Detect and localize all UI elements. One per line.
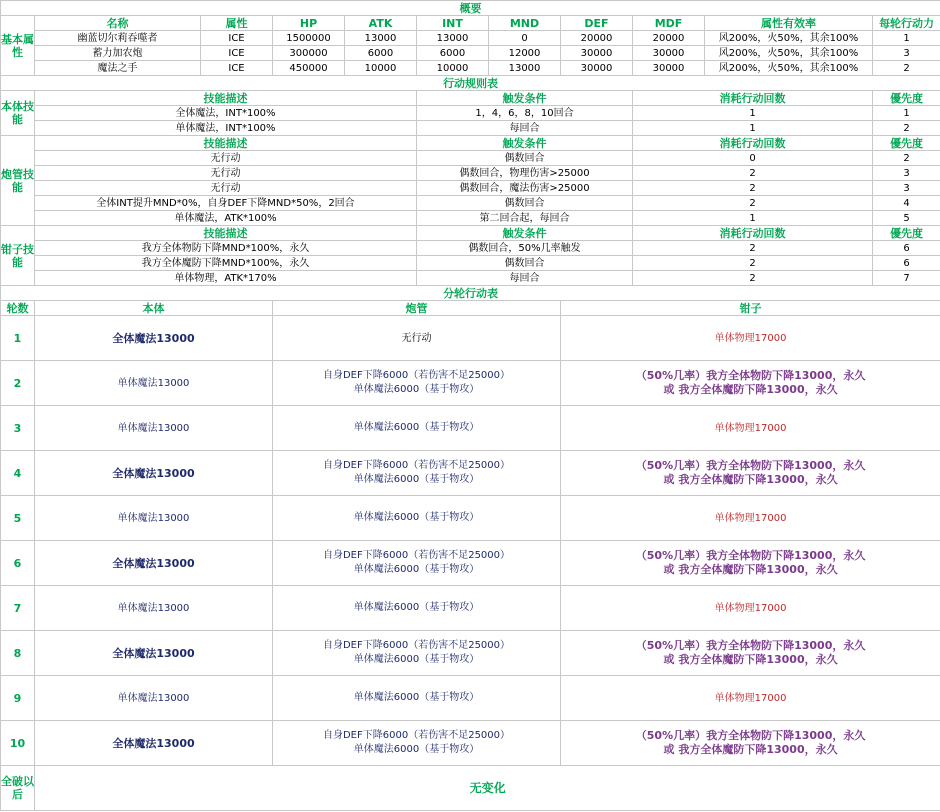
- round-number: 1: [1, 316, 35, 361]
- overview-cell: 3: [873, 46, 940, 61]
- cell-line: 单体魔法6000（基于物攻）: [353, 422, 480, 433]
- rules-skill: 全体INT提升MND*0%，自身DEF下降MND*50%，2回合: [35, 196, 417, 211]
- rules-row: [1, 241, 940, 256]
- after-break-row: [1, 766, 940, 811]
- round-claw-action: [561, 541, 940, 586]
- sheet-body: [1, 1, 940, 811]
- after-break-label: 全破以后: [1, 766, 35, 811]
- round-row: [1, 721, 940, 766]
- overview-title: 概要: [1, 1, 940, 16]
- overview-cell: 30000: [633, 46, 705, 61]
- round-body-action: 全体魔法13000: [35, 631, 273, 676]
- round-cannon-action: [273, 631, 561, 676]
- round-claw-action: [561, 361, 940, 406]
- cell-line: 单体魔法6000（基于物攻）: [353, 384, 480, 395]
- rules-col-header: 消耗行动回数: [633, 136, 873, 151]
- rounds-col-header: 本体: [35, 301, 273, 316]
- rules-skill: 无行动: [35, 151, 417, 166]
- rules-priority: 4: [873, 196, 940, 211]
- rules-trigger: 偶数回合，物理伤害>25000: [417, 166, 633, 181]
- cell-line: 或 我方全体魔防下降13000，永久: [663, 473, 838, 486]
- overview-cell: 0: [489, 31, 561, 46]
- rules-col-header: 優先度: [873, 91, 940, 106]
- rules-trigger: 偶数回合，50%几率触发: [417, 241, 633, 256]
- round-row: [1, 496, 940, 541]
- rules-priority: 6: [873, 241, 940, 256]
- overview-col-header: DEF: [561, 16, 633, 31]
- cell-line: （50%几率）我方全体物防下降13000，永久: [635, 369, 866, 382]
- rules-priority: 2: [873, 151, 940, 166]
- overview-col-header: MDF: [633, 16, 705, 31]
- overview-cell: 蓄力加农炮: [35, 46, 201, 61]
- overview-cell: 12000: [489, 46, 561, 61]
- round-body-action: 全体魔法13000: [35, 451, 273, 496]
- cell-line: 单体物理17000: [714, 422, 787, 434]
- round-cannon-action: [273, 361, 561, 406]
- after-break-text: 无变化: [35, 766, 940, 811]
- cell-line: （50%几率）我方全体物防下降13000，永久: [635, 639, 866, 652]
- round-claw-action: [561, 676, 940, 721]
- round-number: 8: [1, 631, 35, 676]
- rules-skill: 单体魔法，ATK*100%: [35, 211, 417, 226]
- overview-side-label: 基本属性: [1, 16, 35, 76]
- round-number: 10: [1, 721, 35, 766]
- rules-cost: 2: [633, 196, 873, 211]
- overview-cell: ICE: [201, 31, 273, 46]
- round-body-action: 单体魔法13000: [35, 676, 273, 721]
- cell-line: 自身DEF下降6000（若伤害不足25000）: [322, 550, 511, 561]
- rules-trigger: 每回合: [417, 271, 633, 286]
- rules-col-header: 消耗行动回数: [633, 91, 873, 106]
- cell-line: （50%几率）我方全体物防下降13000，永久: [635, 549, 866, 562]
- rules-col-header: 消耗行动回数: [633, 226, 873, 241]
- round-claw-action: [561, 451, 940, 496]
- overview-cell: 10000: [417, 61, 489, 76]
- rules-priority: 7: [873, 271, 940, 286]
- overview-cell: ICE: [201, 46, 273, 61]
- overview-cell: 30000: [561, 61, 633, 76]
- round-claw-action: [561, 721, 940, 766]
- overview-col-header: 属性: [201, 16, 273, 31]
- rules-row: [1, 271, 940, 286]
- overview-cell: 450000: [273, 61, 345, 76]
- rules-trigger: 偶数回合，魔法伤害>25000: [417, 181, 633, 196]
- round-claw-action: [561, 496, 940, 541]
- rules-row: [1, 256, 940, 271]
- cell-line: 单体魔法6000（基于物攻）: [353, 474, 480, 485]
- overview-cell: 魔法之手: [35, 61, 201, 76]
- round-row: [1, 676, 940, 721]
- round-body-action: 单体魔法13000: [35, 361, 273, 406]
- rules-side-label: 钳子技能: [1, 226, 35, 286]
- rules-title: 行动规则表: [1, 76, 940, 91]
- rules-row: [1, 121, 940, 136]
- rounds-col-header: 钳子: [561, 301, 940, 316]
- rules-skill: 无行动: [35, 166, 417, 181]
- overview-cell: 13000: [345, 31, 417, 46]
- overview-col-header: ATK: [345, 16, 417, 31]
- rules-skill: 我方全体物防下降MND*100%，永久: [35, 241, 417, 256]
- overview-col-header: 属性有效率: [705, 16, 873, 31]
- rules-row: [1, 211, 940, 226]
- rules-row: [1, 196, 940, 211]
- rules-side-label: 本体技能: [1, 91, 35, 136]
- overview-cell: ICE: [201, 61, 273, 76]
- rules-priority: 1: [873, 106, 940, 121]
- rounds-title-row: [1, 286, 940, 301]
- round-row: [1, 406, 940, 451]
- rules-priority: 3: [873, 181, 940, 196]
- rules-side-label: 炮管技能: [1, 136, 35, 226]
- overview-col-header: 每轮行动力: [873, 16, 940, 31]
- round-body-action: 单体魔法13000: [35, 496, 273, 541]
- cell-line: 单体物理17000: [714, 602, 787, 614]
- overview-cell: 6000: [417, 46, 489, 61]
- round-cannon-action: [273, 586, 561, 631]
- rules-trigger: 第二回合起，每回合: [417, 211, 633, 226]
- cell-line: 或 我方全体魔防下降13000，永久: [663, 383, 838, 396]
- round-claw-action: [561, 316, 940, 361]
- overview-cell: 13000: [417, 31, 489, 46]
- overview-col-header: HP: [273, 16, 345, 31]
- overview-cell: 13000: [489, 61, 561, 76]
- rules-cost: 2: [633, 166, 873, 181]
- rules-col-header: 技能描述: [35, 226, 417, 241]
- overview-row: [1, 31, 940, 46]
- overview-cell: 6000: [345, 46, 417, 61]
- round-cannon-action: [273, 316, 561, 361]
- cell-line: 单体物理17000: [714, 332, 787, 344]
- cell-line: （50%几率）我方全体物防下降13000，永久: [635, 459, 866, 472]
- cell-line: 或 我方全体魔防下降13000，永久: [663, 653, 838, 666]
- overview-cell: 300000: [273, 46, 345, 61]
- overview-cell: 1: [873, 31, 940, 46]
- round-cannon-action: [273, 676, 561, 721]
- cell-line: 自身DEF下降6000（若伤害不足25000）: [322, 460, 511, 471]
- rules-col-header: 優先度: [873, 226, 940, 241]
- round-number: 5: [1, 496, 35, 541]
- overview-title-row: [1, 1, 940, 16]
- rules-skill: 全体魔法，INT*100%: [35, 106, 417, 121]
- cell-line: 或 我方全体魔防下降13000，永久: [663, 563, 838, 576]
- overview-cell: 幽蓝切尔莉吞噬者: [35, 31, 201, 46]
- overview-cell: 20000: [561, 31, 633, 46]
- round-row: [1, 541, 940, 586]
- overview-cell: 风200%，火50%，其余100%: [705, 46, 873, 61]
- rules-col-header: 優先度: [873, 136, 940, 151]
- rules-cost: 2: [633, 256, 873, 271]
- round-body-action: 全体魔法13000: [35, 541, 273, 586]
- rules-col-header: 触发条件: [417, 136, 633, 151]
- cell-line: 单体物理17000: [714, 692, 787, 704]
- round-claw-action: [561, 586, 940, 631]
- rules-trigger: 偶数回合: [417, 151, 633, 166]
- overview-cell: 30000: [561, 46, 633, 61]
- round-body-action: 全体魔法13000: [35, 316, 273, 361]
- rules-col-header: 技能描述: [35, 91, 417, 106]
- rules-trigger: 偶数回合: [417, 196, 633, 211]
- round-number: 9: [1, 676, 35, 721]
- rules-trigger: 1，4，6，8，10回合: [417, 106, 633, 121]
- rules-col-header: 触发条件: [417, 91, 633, 106]
- overview-cell: 30000: [633, 61, 705, 76]
- overview-row: [1, 61, 940, 76]
- overview-cell: 风200%，火50%，其余100%: [705, 31, 873, 46]
- rules-group-header-row: [1, 91, 940, 106]
- rules-group-header-row: [1, 136, 940, 151]
- cell-line: 单体魔法6000（基于物攻）: [353, 602, 480, 613]
- cell-line: 单体魔法6000（基于物攻）: [353, 512, 480, 523]
- rounds-col-header: 炮管: [273, 301, 561, 316]
- cell-line: 自身DEF下降6000（若伤害不足25000）: [322, 640, 511, 651]
- rules-trigger: 偶数回合: [417, 256, 633, 271]
- rules-skill: 单体物理，ATK*170%: [35, 271, 417, 286]
- rules-row: [1, 181, 940, 196]
- rules-title-row: [1, 76, 940, 91]
- cell-line: 单体魔法6000（基于物攻）: [353, 654, 480, 665]
- overview-col-header: INT: [417, 16, 489, 31]
- rules-skill: 我方全体魔防下降MND*100%，永久: [35, 256, 417, 271]
- cell-line: 或 我方全体魔防下降13000，永久: [663, 743, 838, 756]
- cell-line: 无行动: [401, 332, 432, 344]
- overview-col-header: 名称: [35, 16, 201, 31]
- rules-row: [1, 106, 940, 121]
- round-row: [1, 451, 940, 496]
- rounds-header-row: [1, 301, 940, 316]
- overview-row: [1, 46, 940, 61]
- rules-cost: 1: [633, 211, 873, 226]
- round-row: [1, 361, 940, 406]
- rules-cost: 2: [633, 241, 873, 256]
- rules-cost: 1: [633, 106, 873, 121]
- round-cannon-action: [273, 541, 561, 586]
- rules-row: [1, 151, 940, 166]
- rules-group-header-row: [1, 226, 940, 241]
- rules-cost: 2: [633, 181, 873, 196]
- overview-header-row: [1, 16, 940, 31]
- rounds-col-header: 轮数: [1, 301, 35, 316]
- round-row: [1, 631, 940, 676]
- rules-col-header: 技能描述: [35, 136, 417, 151]
- round-row: [1, 316, 940, 361]
- rules-trigger: 每回合: [417, 121, 633, 136]
- round-body-action: 单体魔法13000: [35, 586, 273, 631]
- round-cannon-action: [273, 406, 561, 451]
- overview-cell: 1500000: [273, 31, 345, 46]
- rounds-title: 分轮行动表: [1, 286, 940, 301]
- round-number: 3: [1, 406, 35, 451]
- rules-priority: 3: [873, 166, 940, 181]
- cell-line: 单体魔法6000（基于物攻）: [353, 692, 480, 703]
- rules-skill: 无行动: [35, 181, 417, 196]
- overview-cell: 2: [873, 61, 940, 76]
- cell-line: 单体魔法6000（基于物攻）: [353, 564, 480, 575]
- round-cannon-action: [273, 496, 561, 541]
- overview-cell: 风200%，火50%，其余100%: [705, 61, 873, 76]
- rules-priority: 5: [873, 211, 940, 226]
- round-cannon-action: [273, 721, 561, 766]
- cell-line: 单体魔法6000（基于物攻）: [353, 744, 480, 755]
- round-row: [1, 586, 940, 631]
- round-body-action: 单体魔法13000: [35, 406, 273, 451]
- rules-cost: 1: [633, 121, 873, 136]
- round-number: 4: [1, 451, 35, 496]
- round-number: 6: [1, 541, 35, 586]
- round-number: 2: [1, 361, 35, 406]
- round-cannon-action: [273, 451, 561, 496]
- overview-cell: 10000: [345, 61, 417, 76]
- round-body-action: 全体魔法13000: [35, 721, 273, 766]
- rules-cost: 2: [633, 271, 873, 286]
- cell-line: 自身DEF下降6000（若伤害不足25000）: [322, 730, 511, 741]
- cell-line: 自身DEF下降6000（若伤害不足25000）: [322, 370, 511, 381]
- rules-col-header: 触发条件: [417, 226, 633, 241]
- rules-cost: 0: [633, 151, 873, 166]
- rules-row: [1, 166, 940, 181]
- round-claw-action: [561, 631, 940, 676]
- rules-skill: 单体魔法，INT*100%: [35, 121, 417, 136]
- round-claw-action: [561, 406, 940, 451]
- cell-line: （50%几率）我方全体物防下降13000，永久: [635, 729, 866, 742]
- rules-priority: 6: [873, 256, 940, 271]
- round-number: 7: [1, 586, 35, 631]
- rules-priority: 2: [873, 121, 940, 136]
- overview-cell: 20000: [633, 31, 705, 46]
- cell-line: 单体物理17000: [714, 512, 787, 524]
- overview-col-header: MND: [489, 16, 561, 31]
